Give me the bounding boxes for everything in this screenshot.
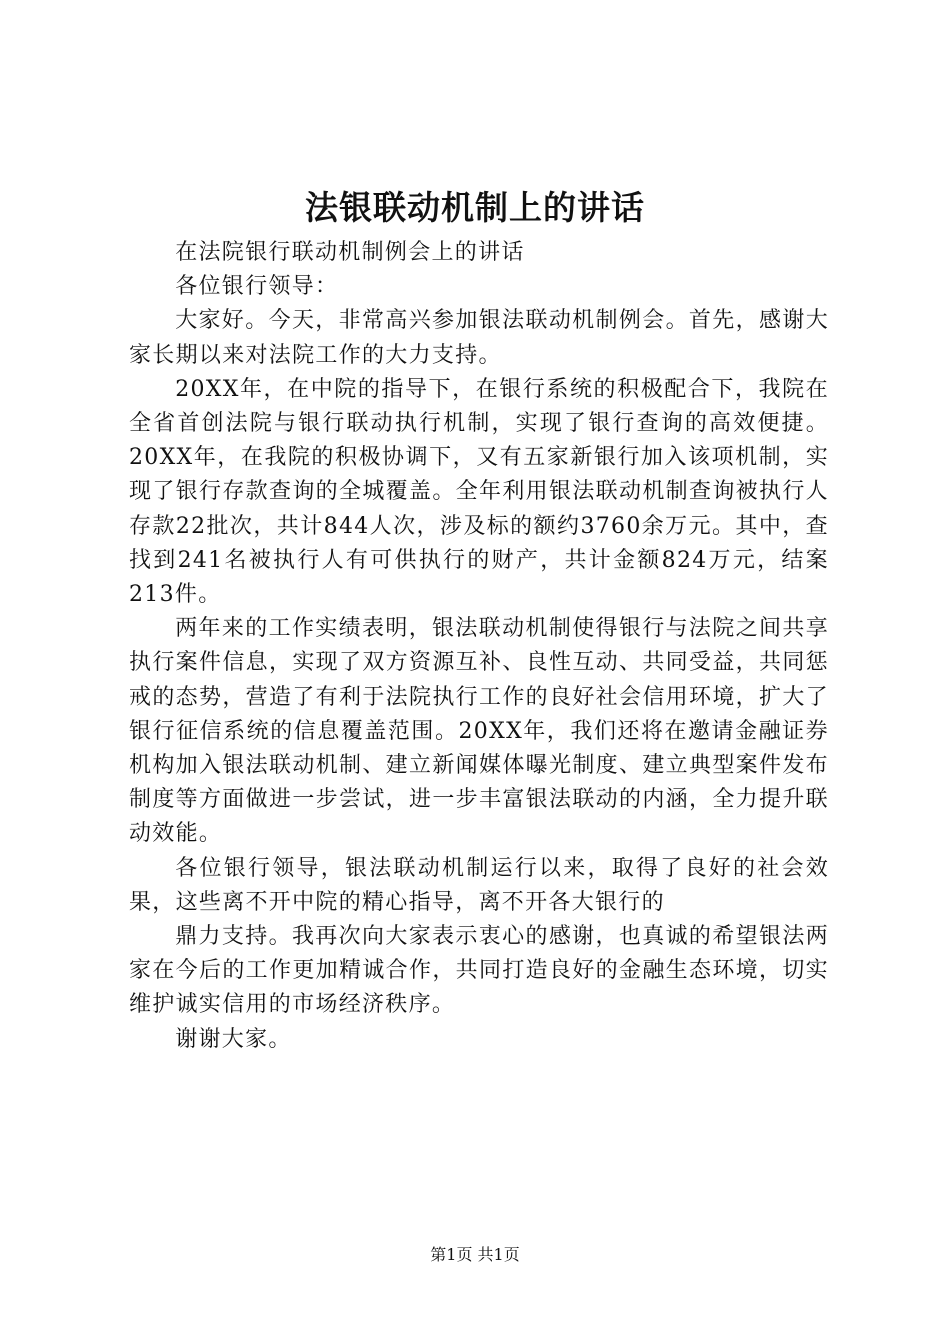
paragraph-results: 两年来的工作实绩表明，银法联动机制使得银行与法院之间共享执行案件信息，实现了双方资源互补、良性互动、共同受益，共同惩戒的态势，营造了有利于法院执行工作的良好社会信用环境，扩大了银行征信系统的信息覆盖范围。20XX年，我们还将在邀请金融证券机构加入银法联动机制、建立新闻媒体曝光制度、建立典型案件发布制度等方面做进一步尝试，进一步丰富银法联动的内涵，全力提升联动效能。 [129,616,829,847]
page-footer: 第1页 共1页 [430,1245,520,1264]
paragraph-greeting: 大家好。今天，非常高兴参加银法联动机制例会。首先，感谢大家长期以来对法院工作的大力支持。 [129,308,829,368]
paragraph-thanks-part2: 鼎力支持。我再次向大家表示衷心的感谢，也真诚的希望银法两家在今后的工作更加精诚合作，共同打造良好的金融生态环境，切实维护诚实信用的市场经济秩序。 [129,924,829,1018]
document-body [129,236,829,1057]
closing: 谢谢大家。 [175,1026,292,1052]
paragraph-thanks-part1: 各位银行领导，银法联动机制运行以来，取得了良好的社会效果，这些离不开中院的精心指导，离不开各大银行的 [129,855,829,915]
salutation: 各位银行领导： [175,274,339,300]
paragraph-achievements: 20XX年，在中院的指导下，在银行系统的积极配合下，我院在全省首创法院与银行联动执行机制，实现了银行查询的高效便捷。20XX年，在我院的积极协调下，又有五家新银行加入该项机制，实现了银行存款查询的全城覆盖。全年利用银法联动机制查询被执行人存款22批次，共计844人次，涉及标的额约3760余万元。其中，查找到241名被执行人有可供执行的财产，共计金额824万元，结案213件。 [129,376,829,608]
document-title: 法银联动机制上的讲话 [305,188,645,227]
speech-subtitle: 在法院银行联动机制例会上的讲话 [175,240,525,265]
